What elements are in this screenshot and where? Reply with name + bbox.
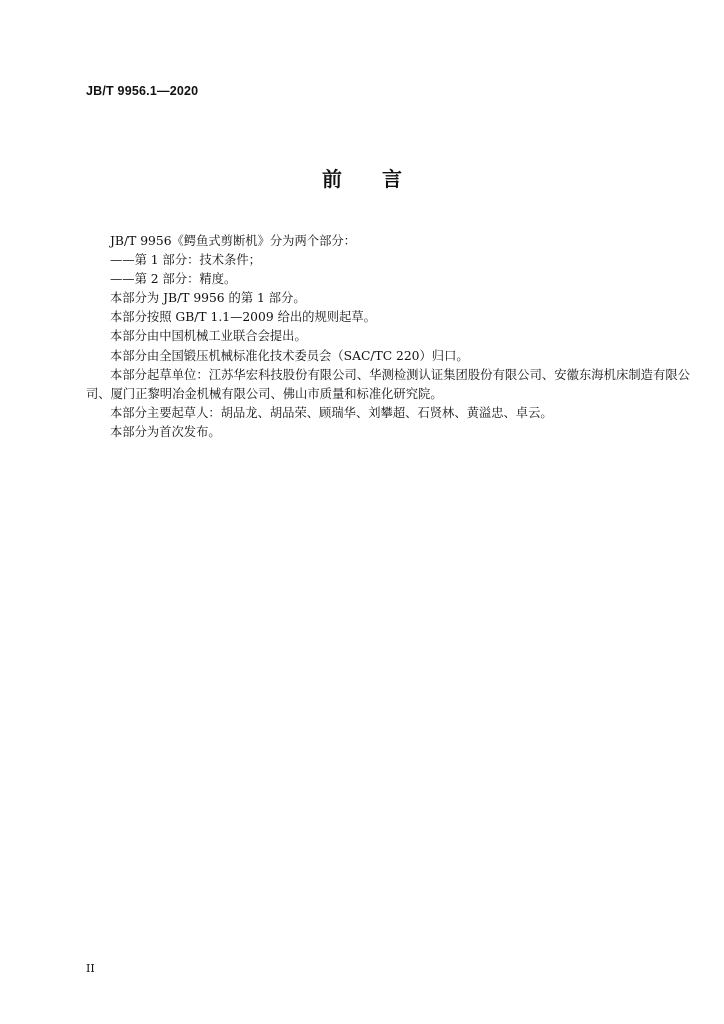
paragraph-proposed-by: 本部分由中国机械工业联合会提出。 [110,329,307,344]
paragraph-first-release: 本部分为首次发布。 [110,424,221,439]
heading-char-1: 前 [322,167,342,191]
paragraph-parts-intro: JB/T 9956《鳄鱼式剪断机》分为两个部分： [110,234,356,248]
paragraph-drafting-rules: 本部分按照 GB/T 1.1—2009 给出的规则起草。 [110,310,376,325]
paragraph-managed-by: 本部分由全国锻压机械标准化技术委员会（SAC/TC 220）归口。 [110,348,469,363]
foreword-body [86,232,690,442]
paragraph-part-2: ——第 2 部分：精度。 [110,272,237,287]
paragraph-part-1: ——第 1 部分：技术条件； [110,253,261,268]
paragraph-this-part: 本部分为 JB/T 9956 的第 1 部分。 [110,291,306,306]
heading-char-2: 言 [382,167,402,191]
document-code: JB/T 9956.1—2020 [86,84,199,98]
paragraph-drafting-units: 本部分起草单位：江苏华宏科技股份有限公司、华测检测认证集团股份有限公司、安徽东海机床制造有限公司、厦门正黎明冶金机械有限公司、佛山市质量和标准化研究院。 [86,367,690,401]
foreword-heading [0,163,724,192]
paragraph-drafters: 本部分主要起草人：胡品龙、胡品荣、顾瑞华、刘攀超、石贤林、黄溢忠、卓云。 [110,405,553,420]
page-number: II [86,962,95,975]
